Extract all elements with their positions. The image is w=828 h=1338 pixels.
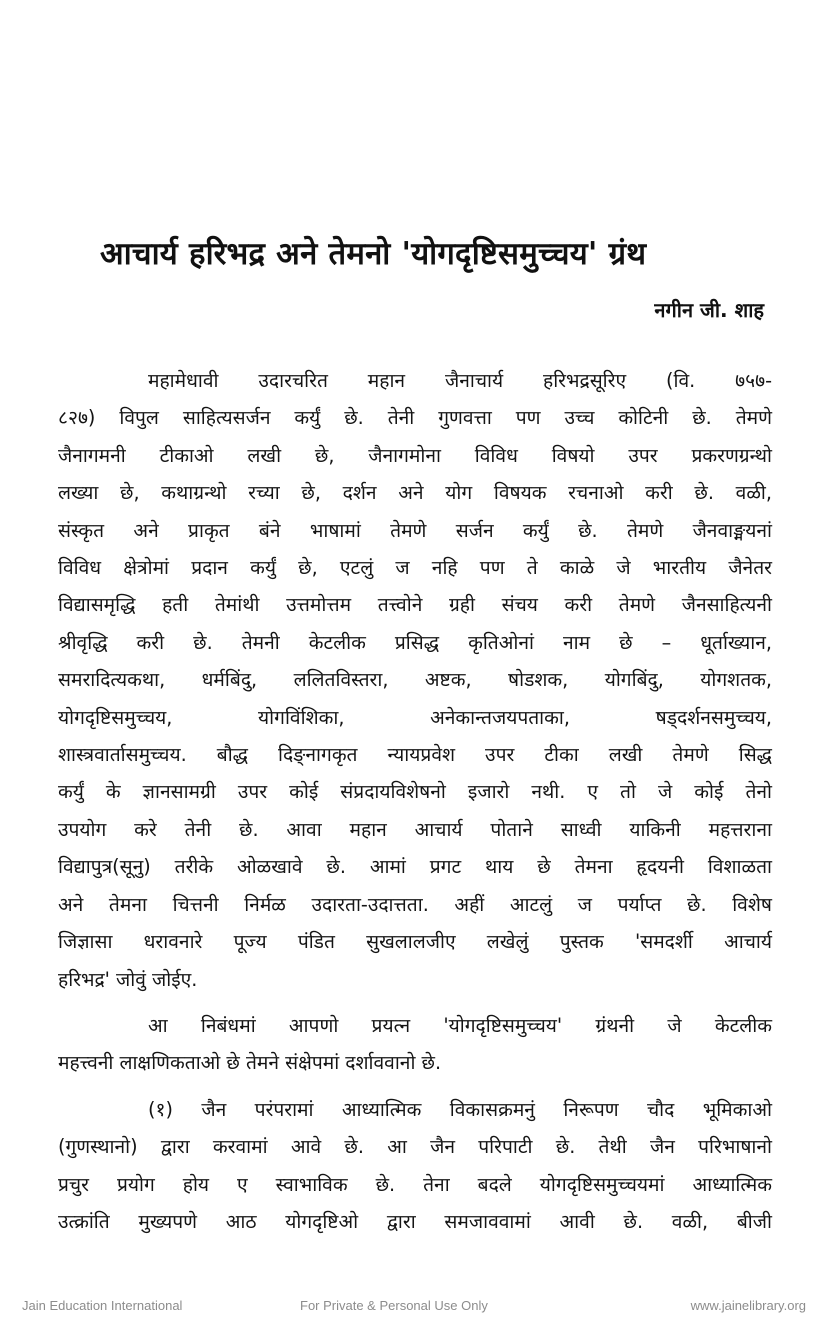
text-line: जैनागमनी टीकाओ लखी छे, जैनागमोना विविध विषयो उपर प्रकरणग्रन्थो [58,443,772,467]
text-line: उपयोग करे तेनी छे. आवा महान आचार्य पोताने साध्वी याकिनी महत्तराना [58,817,772,841]
text-line: विद्यापुत्र(सूनु) तरीके ओळखावे छे. आमां प्रगट थाय छे तेमना हृदयनी विशाळता [58,855,772,879]
page-footer [0,1298,828,1318]
text-line: जिज्ञासा धरावनारे पूज्य पंडित सुखलालजीए लखेलुं पुस्तक 'समदर्शी आचार्य [58,930,772,954]
text-line: प्रचुर प्रयोग होय ए स्वाभाविक छे. तेना बदले योगदृष्टिसमुच्चयमां आध्यात्मिक [58,1172,772,1196]
text-line: महामेधावी उदारचरित महान जैनाचार्य हरिभद्रसूरिए (वि. ७५७- [148,369,772,392]
footer-usage-notice: For Private & Personal Use Only [300,1298,488,1313]
text-line: श्रीवृद्धि करी छे. तेमनी केटलीक प्रसिद्ध कृतिओनां नाम छे – धूर्ताख्यान, [58,630,772,654]
text-line: ८२७) विपुल साहित्यसर्जन कर्युं छे. तेनी गुणवत्ता पण उच्च कोटिनी छे. तेमणे [58,406,772,430]
text-line: हरिभद्र' जोवुं जोईए. [58,967,198,991]
text-line: (१) जैन परंपरामां आध्यात्मिक विकासक्रमनुं निरूपण चौद भूमिकाओ [148,1097,772,1121]
text-line: (गुणस्थानो) द्वारा करवामां आवे छे. आ जैन परिपाटी छे. तेथी जैन परिभाषानो [58,1135,772,1159]
text-line: आ निबंधमां आपणो प्रयत्न 'योगदृष्टिसमुच्चय' ग्रंथनी जे केटलीक [148,1013,772,1037]
article-title: आचार्य हरिभद्र अने तेमनो 'योगदृष्टिसमुच्चय' ग्रंथ [100,236,647,272]
paragraph-3 [58,1091,772,1241]
text-line: उत्क्रांति मुख्यपणे आठ योगदृष्टिओ द्वारा समजाववामां आवी छे. वळी, बीजी [58,1209,772,1233]
paragraph-2 [58,1007,772,1082]
text-line: अने तेमना चित्तनी निर्मळ उदारता-उदात्तता. अहीं आटलुं ज पर्याप्त छे. विशेष [58,892,772,916]
text-line: शास्त्रवार्तासमुच्चय. बौद्ध दिङ्नागकृत न्यायप्रवेश उपर टीका लखी तेमणे सिद्ध [58,743,772,767]
footer-website-link[interactable]: www.jainelibrary.org [690,1298,806,1313]
paragraph-1 [58,362,772,998]
article-body [58,362,772,1240]
author-name: नगीन जी. शाह [654,298,764,322]
text-line: विद्यासमृद्धि हती तेमांथी उत्तमोत्तम तत्त्वोने ग्रही संचय करी तेमणे जैनसाहित्यनी [58,593,772,617]
text-line: योगदृष्टिसमुच्चय, योगविंशिका, अनेकान्तजयपताका, षड्दर्शनसमुच्चय, [58,705,772,729]
text-line: महत्त्वनी लाक्षणिकताओ छे तेमने संक्षेपमां दर्शाववानो छे. [58,1051,442,1075]
text-line: कर्युं के ज्ञानसामग्री उपर कोई संप्रदायविशेषनो इजारो नथी. ए तो जे कोई तेनो [58,780,772,804]
text-line: संस्कृत अने प्राकृत बंने भाषामां तेमणे सर्जन कर्युं छे. तेमणे जैनवाङ्मयनां [58,518,772,542]
text-line: विविध क्षेत्रोमां प्रदान कर्युं छे, एटलुं ज नहि पण ते काळे जे भारतीय जैनेतर [58,556,772,580]
text-line: समरादित्यकथा, धर्मबिंदु, ललितविस्तरा, अष्टक, षोडशक, योगबिंदु, योगशतक, [58,668,772,692]
footer-publisher: Jain Education International [22,1298,183,1313]
text-line: लख्या छे, कथाग्रन्थो रच्या छे, दर्शन अने योग विषयक रचनाओ करी छे. वळी, [58,481,772,505]
